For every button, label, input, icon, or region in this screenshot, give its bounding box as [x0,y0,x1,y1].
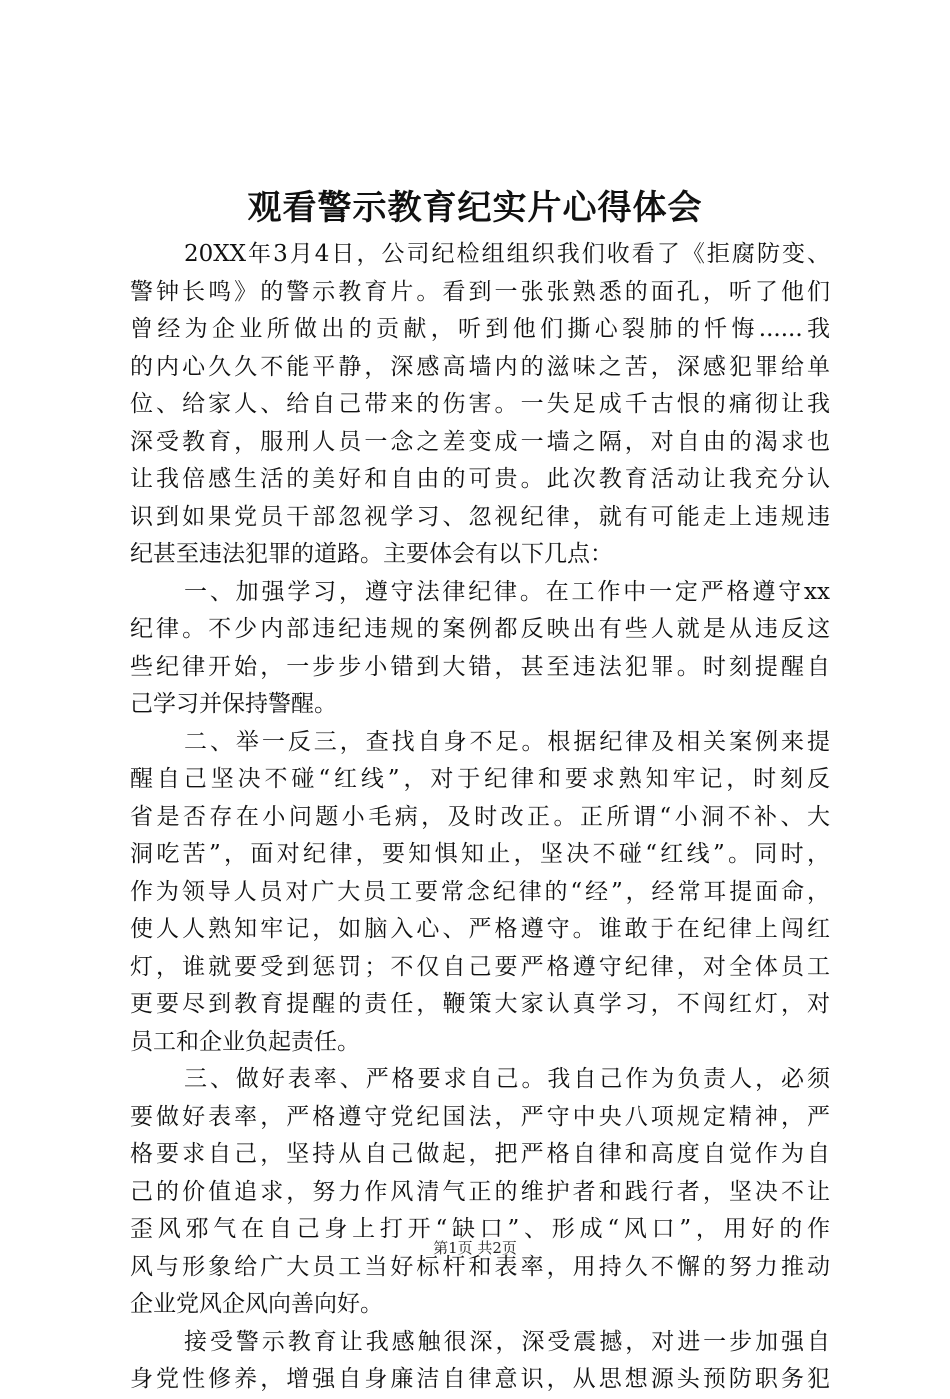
body-text-line: 一、加强学习，遵守法律纪律。在工作中一定严格遵守xx [184,578,830,605]
body-text-line: 让我倍感生活的美好和自由的可贵。此次教育活动让我充分认 [130,466,830,492]
body-text-line: 格要求自己，坚持从自己做起，把严格自律和高度自觉作为自 [130,1141,830,1167]
body-text-line: 的内心久久不能平静，深感高墙内的滋味之苦，深感犯罪给单 [130,353,830,380]
body-text-line: 纪律。不少内部违纪违规的案例都反映出有些人就是从违反这 [130,616,830,642]
body-text-line: 三、做好表率、严格要求自己。我自己作为负责人，必须 [184,1066,830,1092]
body-text-line: 己的价值追求，努力作风清气正的维护者和践行者，坚决不让 [130,1178,830,1205]
body-text-line: 20XX年3月4日，公司纪检组组织我们收看了《拒腐防变、 [184,241,830,267]
body-text-line: 位、给家人、给自己带来的伤害。一失足成千古恨的痛彻让我 [130,391,830,417]
body-text-line: 更要尽到教育提醒的责任，鞭策大家认真学习，不闯红灯，对 [130,991,830,1017]
document-body [130,236,830,1399]
body-text-line: 识到如果党员干部忽视学习、忽视纪律，就有可能走上违规违 [130,503,830,530]
body-text-line: 风与形象给广大员工当好标杆和表率，用持久不懈的努力推动 [130,1253,830,1280]
document-title: 观看警示教育纪实片心得体会 [247,188,703,228]
body-text-line: 歪风邪气在自己身上打开“缺口”、形成“风口”，用好的作 [130,1216,830,1242]
body-text-line: 身党性修养，增强自身廉洁自律意识，从思想源头预防职务犯 [130,1366,830,1392]
body-text-line: 些纪律开始，一步步小错到大错，甚至违法犯罪。时刻提醒自 [130,653,830,680]
body-text-line: 醒自己坚决不碰“红线”，对于纪律和要求熟知牢记，时刻反 [130,766,830,792]
body-text-line: 警钟长鸣》的警示教育片。看到一张张熟悉的面孔，听了他们 [130,278,830,305]
page-footer: 第1页 共2页 [433,1239,517,1257]
body-text-line: 二、举一反三，查找自身不足。根据纪律及相关案例来提 [184,728,830,755]
body-text-line: 灯，谁就要受到惩罚；不仅自己要严格遵守纪律，对全体员工 [130,953,830,980]
body-text-line: 要做好表率，严格遵守党纪国法，严守中央八项规定精神，严 [130,1103,830,1130]
body-text-line: 使人人熟知牢记，如脑入心、严格遵守。谁敢于在纪律上闯红 [130,916,830,942]
body-text-line: 纪甚至违法犯罪的道路。主要体会有以下几点： [130,541,613,567]
body-text-line: 接受警示教育让我感触很深，深受震撼，对进一步加强自 [184,1328,830,1355]
body-text-line: 员工和企业负起责任。 [130,1028,360,1055]
body-text-line: 洞吃苦”，面对纪律，要知惧知止，坚决不碰“红线”。同时， [130,841,830,867]
body-text-line: 企业党风企风向善向好。 [130,1291,383,1317]
body-text-line: 曾经为企业所做出的贡献，听到他们撕心裂肺的忏悔......我 [130,316,830,342]
body-text-line: 省是否存在小问题小毛病，及时改正。正所谓“小洞不补、大 [130,803,830,830]
body-text-line: 深受教育，服刑人员一念之差变成一墙之隔，对自由的渴求也 [130,428,830,455]
body-text-line: 己学习并保持警醒。 [130,691,337,717]
body-text-line: 作为领导人员对广大员工要常念纪律的“经”，经常耳提面命， [130,878,830,905]
